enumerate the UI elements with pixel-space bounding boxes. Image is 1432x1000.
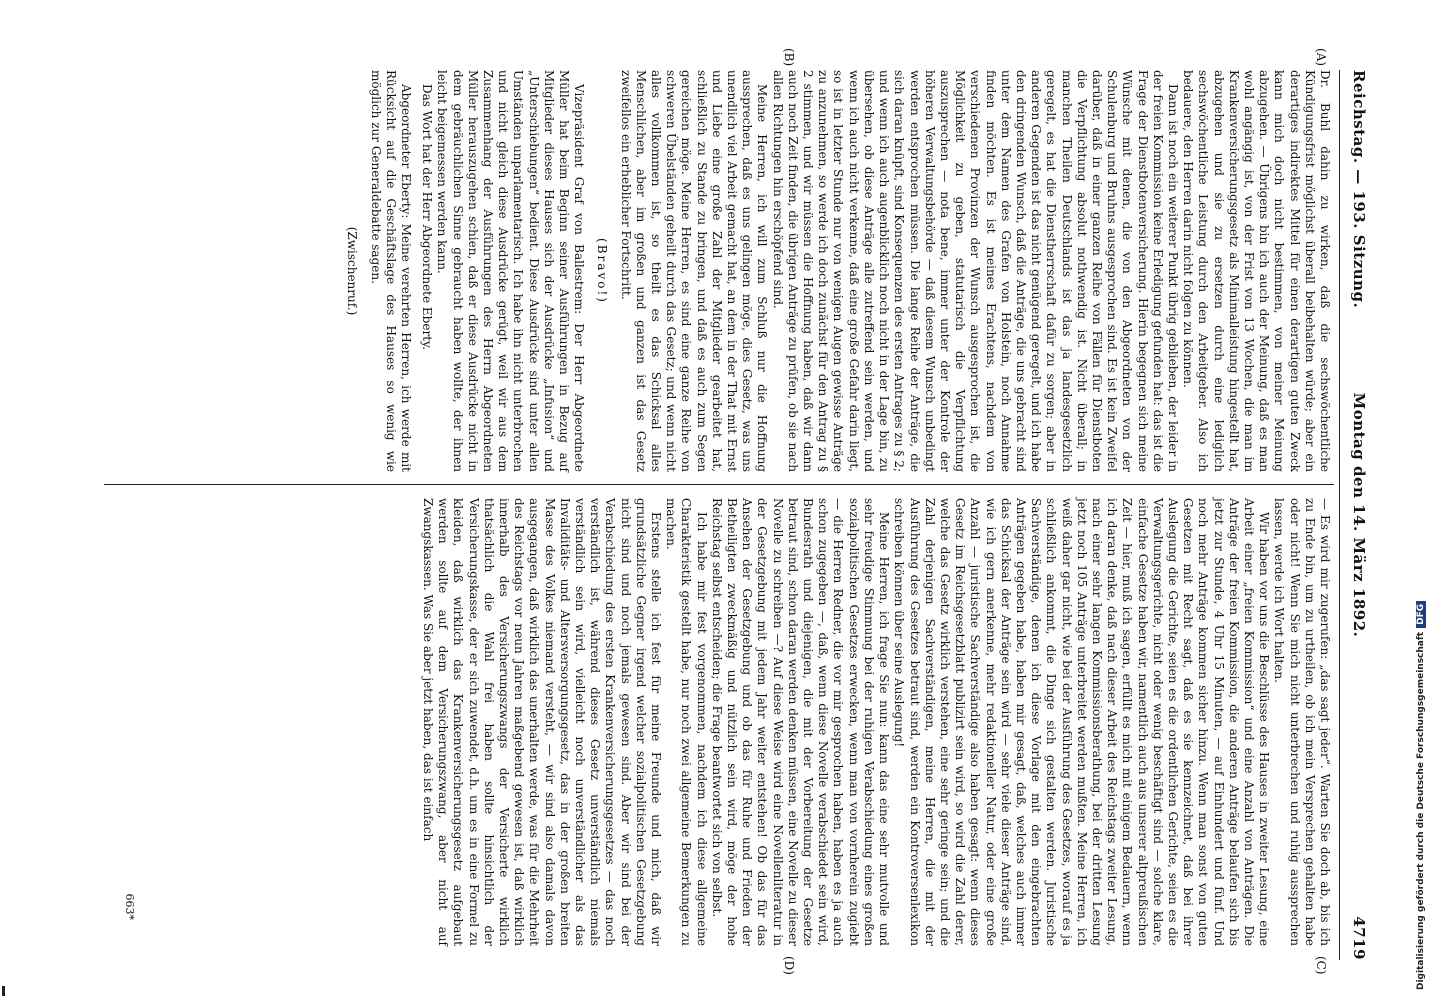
vice-president-remark: Vizepräsident Graf von Ballestrem: Der Herr Abgeordnete Müller hat beim Beginn seiner Ausführungen in Bezug auf Mitglieder dieses Hauses sich der Ausdrücke „Infusion“ und „Unterschiebungen“ bedient. Diese Ausdrücke sind unter allen Umständen unparlamentarisch. Ich habe ihn nicht unterbrochen und nicht gleich diese Ausdrücke gerügt, weil wir aus dem Zusammenhang der Ausführungen des Herrn Abgeordneten Müller herauszugehen schien, daß er diese Ausdrücke nicht in dem gebräuchlichen Sinne gebraucht haben wollte, der ihnen leicht beigemessen werden kann. <box>435 70 587 472</box>
right-paragraph-3: Meine Herren, ich frage Sie nun: kann das eine sehr mutvolle und sehr freudige Stimmung bei der ruhigen Verabschiedung eines großen sozialpolitischen Gesetzes erwecken, wenn man von vornherein zugiebt — die Herren Redner, die vor mir gesprochen haben, haben es ja auch schon zugegeben —, daß, wenn diese Novelle verabschiedet sein wird, Bundesrath und diejenigen, die mit der Vorbereitung der Gesetze betraut sind, schon daran werden denken müssen, eine Novelle zu dieser Novelle zu schreiben —? Auf diese Weise wird eine Novellenliteratur in der Gesetzgebung mit jedem Jahr weiter entstehen! Ob das für das Ansehen der Gesetzgebung und ob das für Ruhe und Frieden der Betheiligten zweckmäßig und nützlich sein wird, möge der hohe Reichstag selbst entscheiden; die Frage beantwortet sich von selbst. <box>709 498 892 946</box>
margin-marker-b: (B) <box>782 48 796 67</box>
left-paragraph-1: Dr. Buhl dahin zu wirken, daß die sechswöchentliche Kündigungsfrist möglichst überall beibehalten würde; aber ein derartiges indirektes Mittel für einen derartigen guten Zweck kann mich doch nicht bestimmen, von meiner Meinung abzugehen. — Übrigens bin ich auch der Meinung, daß es man wohl angängig ist, von der Frist von 13 Wochen, die man im Krankenversicherungsgesetz als Minimalleistung hingestellt hat, abzugehen und sie zu ersetzen durch eine lediglich sechswöchentliche Leistung durch den Arbeitgeber. Also ich bedauere, den Herren darin nicht folgen zu können. <box>1181 70 1332 472</box>
vice-president-floor-grant: Das Wort hat der Herr Abgeordnete Eberty. <box>420 84 435 351</box>
eberty-speech-opening: Abgeordneter Eberty: Meine verehrten Herren, ich werde mit Rücksicht auf die Geschäftslage des Hauses so wenig wie möglich zur Generaldebatte sagen. <box>368 70 414 472</box>
header-section-title: Reichstag. — 193. Sitzung. <box>1350 70 1368 309</box>
credit-strip <box>1414 0 1432 1000</box>
right-paragraph-5: Erstens stelle ich fest für meine Freunde und mich, daß wir grundsätzliche Gegner irgend welcher sozialpolitischen Gesetzgebung nicht sind und noch jemals gewesen sind. Aber wir sind bei der Verabschiedung des ersten Krankenversicherungsgesetzes — das noch verständlich ist, während dieses Gesetz unverständlich niemals verständlich sein wird, vielleicht noch unverständlicher als das Invaliditäts- und Altersversorgungsgesetz, das in der großen breiten Masse des Volkes niemand versteht, — wir sind also damals davon ausgegangen, daß wirklich das unerhalten werde, was für die Mehrheit des Reichstags vor neun Jahren maßgebend gewesen ist, daß wirklich innerhalb des Versicherungszwangs der Versicherte wirklich thatsächlich die Wahl frei haben sollte hinsichtlich der Versicherungskasse, der er sich zuwendet, d.h. um es in eine Formel zu kleiden, daß wirklich das Krankenversicherungsgesetz aufgebaut werden sollte auf dem Versicherungszwang, aber nicht auf Zwangskassen. Was Sie aber jetzt haben, das ist einfach <box>421 498 664 946</box>
signature-mark: 663* <box>123 893 136 920</box>
column-divider <box>104 484 1334 485</box>
left-paragraph-2: Dann ist noch ein weiterer Punkt übrig geblieben, der leider in der freien Kommission keine Erledigung gefunden hat: das ist die Frage der Dienstbotenversicherung. Hierin begegnen sich meine Wünsche mit denen, die von den Abgeordneten von der Schulenburg und Bruhns ausgesprochen sind. Es ist kein Zweifel darüber, daß in einer ganzen Reihe von Fällen für Dienstboten die Verpflichtung absolut nothwendig ist. Nicht überall; in manchen Theilen Deutschlands ist das ja landesgesetzlich geregelt, es hat die Dienstherrschaft dafür zu sorgen; aber in anderen Gegenden ist das nicht genügend geregelt, und ich habe den dringenden Wunsch, daß die Anträge, die uns gebracht sind unter dem Namen des Grafen von Holstein, noch Annahme finden möchten. Es ist meines Erachtens, nachdem von verschiedenen Provinzen der Wunsch ausgesprochen ist, die Möglichkeit zu geben, statutarisch die Verpflichtung auszusprechen — nota bene, immer unter der Kontrole der höheren Verwaltungsbehörde — daß diesem Wunsch unbedingt werden entsprochen müssen. Die lange Reihe der Anträge, die sich daran knüpft, sind Konsequenzen des ersten Antrages zu § 2; und wenn ich auch augenblicklich noch nicht in der Lage bin, zu übersehen, ob diese Anträge alle zutreffend sein werden, und wenn ich auch nicht verkenne, daß eine große Gefahr darin liegt, so ist in letzter Stunde nur von wenigen Augen gewisse Anträge zu anzunehmen, so werde ich doch zunächst für den Antrag zu § 2 stimmen, und wir müssen die Hoffnung haben, daß wir dann auch noch Zeit finden, die übrigen Anträge zu prüfen, ob sie nach allen Richtungen hin erschöpfend sind. <box>770 70 1180 472</box>
margin-marker-a: (A) <box>1314 48 1328 67</box>
right-paragraph-4: Ich habe mir fest vorgenommen, nachdem ich diese allgemeine Charakteristik gestellt habe, nur noch zwei allgemeine Bemerkungen zu machen. <box>664 498 709 946</box>
applause-note: (Bravo!) <box>595 238 610 304</box>
right-text-column <box>420 498 1332 946</box>
left-text-column <box>336 70 1332 472</box>
header-page-number: 4719 <box>1350 916 1368 960</box>
page-header <box>1340 70 1368 960</box>
margin-marker-d: (D) <box>782 956 796 975</box>
left-paragraph-3: Meine Herren, ich will zum Schluß nur die Hoffnung aussprechen, daß es uns gelingen möge, dies Gesetz, was uns unendlich viel Arbeit gemacht hat, an dem in der That mit Ernst und Liebe eine große Zahl der Mitglieder gearbeitet hat, schließlich zu Stande zu bringen, und daß es auch zum Segen gereichen möge. Meine Herren, es sind eine ganze Reihe von schweren Übelständen geheilt durch das Gesetz; und wenn nicht alles vollkommen ist, so theilt es das Schicksal alles Menschlichen, aber im großen und ganzen ist das Gesetz zweifellos ein erheblicher Fortschritt. <box>618 70 770 472</box>
credit-text: Digitalisierung gefördert durch die Deutsche Forschungsgemeinschaft <box>1416 631 1426 990</box>
right-paragraph-2: Wir haben vor uns die Beschlüsse des Hauses in zweiter Lesung, eine Arbeit einer „freien Kommission“ und eine Anzahl von Anträgen. Die Anträge der freien Kommission, die anderen Anträge belaufen sich bis jetzt zur Stunde, 4 Uhr 15 Minuten, — auf Einhundert und fünf. Und noch mehr Anträge kommen sicher hinzu. Wenn man sonst von guten Gesetzen mit Recht sagt, daß es sie kennzeichnet, daß bei ihrer Auslegung die Gerichte, seien es die ordentlichen Gerichte, seien es die Verwaltungsgerichte, nicht oder wenig beschäftigt sind — solche klare, einfache Gesetze haben wir, namentlich auch aus unserer altpreußischen Zeit — hier, muß ich sagen, erfüllt es mich mit einigem Bedauern, wenn ich daran denke, daß nach dieser Arbeit des Reichstags zweiter Lesung, nach einer sehr langen Kommissionsberathung, bei der dritten Lesung jetzt noch 105 Anträge unterbreitet werden mußten. Meine Herren, ich weiß daher gar nicht, wie bei der Ausführung des Gesetzes, worauf es ja schließlich ankommt, die Dinge sich gestalten werden. Juristische Sachverständige, denen ich diese Vorlage mit den eingebrachten Anträgen gegeben habe, haben mir gesagt, daß, welches auch immer das Schicksal der Anträge sein wird — sehr viele dieser Anträge sind, wie ich gern anerkenne, mehr redaktioneller Natur, oder eine große Anzahl — juristische Sachverständige also haben gesagt: wenn dieses Gesetz im Reichsgesetzblatt publizirt sein wird, so wird die Zahl derer, welche das Gesetz wirklich verstehen, eine sehr geringe sein; und die Zahl derjenigen Sachverständigen, meine Herren, die mit der Ausführung des Gesetzes betraut sind, werden ein Kontroversenlexikon schreiben können über seine Auslegung! <box>892 498 1272 946</box>
margin-marker-c: (C) <box>1314 956 1328 975</box>
header-rule <box>1339 70 1340 960</box>
right-paragraph-1: — Es wird mir zugerufen: „das sagt jeder“. Warten Sie doch ab, bis ich zu Ende bin, um zu urtheilen, ob ich mein Versprechen gehalten habe oder nicht! Wenn Sie mich nicht unterbrechen und ruhig aussprechen lassen, werde ich Wort halten. <box>1272 498 1332 946</box>
interjection-note: (Zwischenruf.) <box>345 226 360 316</box>
dfg-logo: DFG <box>1416 601 1426 628</box>
scan-edge-mark <box>2 986 5 996</box>
header-date: Montag den 14. März 1892. <box>1350 392 1368 638</box>
